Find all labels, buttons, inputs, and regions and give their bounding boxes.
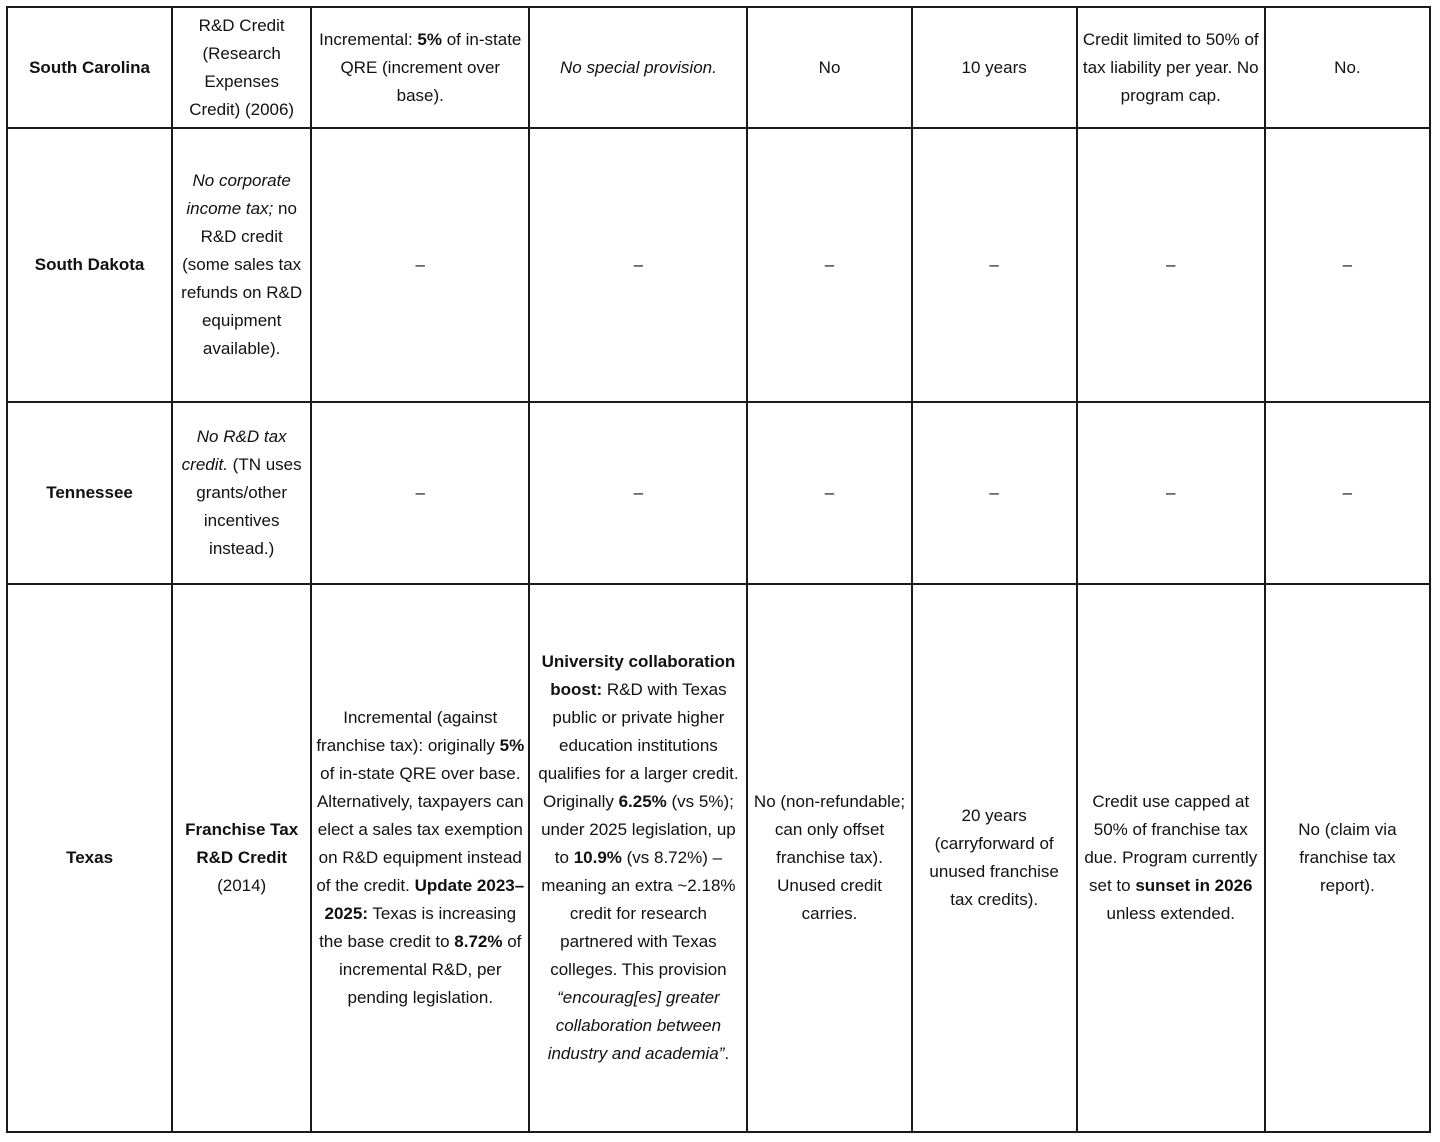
caps-cell: Credit limited to 50% of tax liability per year. No program cap.: [1077, 7, 1265, 128]
credit-name-cell: No R&D tax credit. (TN uses grants/other incentives instead.): [172, 402, 311, 584]
credit-name-cell: No corporate income tax; no R&D credit (some sales tax refunds on R&D equipment available).: [172, 128, 311, 402]
rate-cell: –: [311, 128, 529, 402]
table-row: [7, 402, 1430, 584]
rate-cell: –: [311, 402, 529, 584]
state-cell: Texas: [7, 584, 172, 1132]
special-provision-cell: –: [529, 128, 747, 402]
caps-cell: Credit use capped at 50% of franchise tax due. Program currently set to sunset in 2026 unless extended.: [1077, 584, 1265, 1132]
table-row: [7, 7, 1430, 128]
special-provision-cell: No special provision.: [529, 7, 747, 128]
other-cell: No.: [1265, 7, 1430, 128]
credit-name-cell: Franchise Tax R&D Credit (2014): [172, 584, 311, 1132]
caps-cell: –: [1077, 128, 1265, 402]
refundable-cell: –: [747, 402, 911, 584]
refundable-cell: No (non-refundable; can only offset franchise tax). Unused credit carries.: [747, 584, 911, 1132]
carryforward-cell: 10 years: [912, 7, 1077, 128]
refundable-cell: No: [747, 7, 911, 128]
rate-cell: Incremental: 5% of in-state QRE (increment over base).: [311, 7, 529, 128]
carryforward-cell: 20 years (carryforward of unused franchise tax credits).: [912, 584, 1077, 1132]
state-cell: South Carolina: [7, 7, 172, 128]
special-provision-cell: –: [529, 402, 747, 584]
other-cell: –: [1265, 128, 1430, 402]
carryforward-cell: –: [912, 402, 1077, 584]
other-cell: No (claim via franchise tax report).: [1265, 584, 1430, 1132]
table-row: [7, 128, 1430, 402]
special-provision-cell: University collaboration boost: R&D with Texas public or private higher education institutions qualifies for a larger credit. Originally 6.25% (vs 5%); under 2025 legislation, up to 10.9% (vs 8.72%) – meaning an extra ~2.18% credit for research partnered with Texas colleges. This provision “encourag[es] greater collaboration between industry and academia”.: [529, 584, 747, 1132]
table-row: [7, 584, 1430, 1132]
rate-cell: Incremental (against franchise tax): originally 5% of in-state QRE over base. Alternatively, taxpayers can elect a sales tax exemption on R&D equipment instead of the credit. Update 2023–2025: Texas is increasing the base credit to 8.72% of incremental R&D, per pending legislation.: [311, 584, 529, 1132]
state-cell: South Dakota: [7, 128, 172, 402]
state-cell: Tennessee: [7, 402, 172, 584]
credit-name-cell: R&D Credit (Research Expenses Credit) (2006): [172, 7, 311, 128]
state-rd-credit-table: [6, 6, 1431, 1133]
carryforward-cell: –: [912, 128, 1077, 402]
caps-cell: –: [1077, 402, 1265, 584]
refundable-cell: –: [747, 128, 911, 402]
other-cell: –: [1265, 402, 1430, 584]
